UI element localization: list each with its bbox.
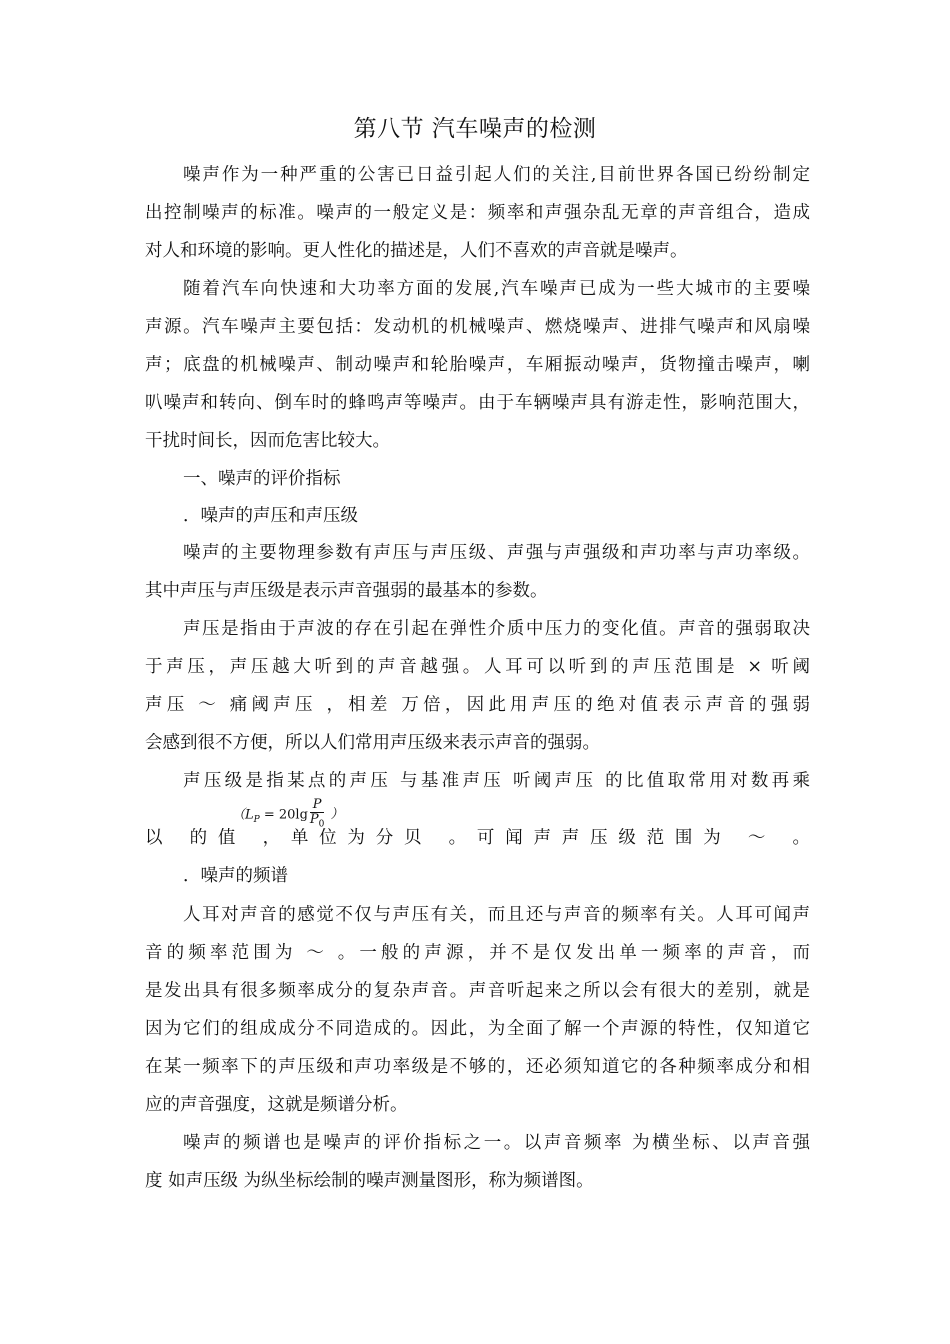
paragraph-line: 其中声压与声压级是表示声音强弱的最基本的参数。 — [145, 581, 548, 601]
paragraph-line: 度 如声压级 为纵坐标绘制的噪声测量图形，称为频谱图。 — [145, 1171, 594, 1191]
paragraph-line: 噪声作为一种严重的公害已日益引起人们的关注,目前世界各国已纷纷制定 — [183, 165, 810, 185]
paragraph-line: 噪声的主要物理参数有声压与声压级、声强与声强级和声功率与声功率级。 — [183, 543, 810, 563]
paragraph-line: 声压级是指某点的声压 与基准声压 听阈声压 的比值取常用对数再乘 — [183, 771, 810, 791]
paragraph-line: 声压 ～ 痛阈声压 ，相差 万倍，因此用声压的绝对值表示声音的强弱 — [145, 695, 810, 715]
sound-pressure-level-formula: （$L_P = 20\lg$ $\frac{P}{P_0}$ ） — [232, 797, 344, 830]
paragraph-line: 以 的值 ，单位为分贝 。可闻声声压级范围为 ～ 。 — [145, 828, 810, 848]
paragraph-line: 因为它们的组成成分不同造成的。因此，为全面了解一个声源的特性，仅知道它 — [145, 1019, 810, 1039]
paragraph-line: 在某一频率下的声压级和声功率级是不够的，还必须知道它的各种频率成分和相 — [145, 1057, 810, 1077]
heading-sound-pressure: ．噪声的声压和声压级 — [183, 506, 358, 526]
paragraph-line: 应的声音强度，这就是频谱分析。 — [145, 1095, 408, 1115]
paragraph-line: 随着汽车向快速和大功率方面的发展,汽车噪声已成为一些大城市的主要噪 — [183, 279, 810, 299]
paragraph-line: 会感到很不方便，所以人们常用声压级来表示声音的强弱。 — [145, 733, 600, 753]
heading-noise-spectrum: ．噪声的频谱 — [183, 866, 288, 886]
paragraph-line: 出控制噪声的标准。噪声的一般定义是：频率和声强杂乱无章的声音组合，造成 — [145, 203, 810, 223]
formula-fraction: $\frac{P}{P_0}$ — [309, 797, 325, 830]
paragraph-line: 干扰时间长，因而危害比较大。 — [145, 431, 390, 451]
paragraph-line: 音的频率范围为 ～ 。一般的声源，并不是仅发出单一频率的声音，而 — [145, 943, 810, 963]
paragraph-line: 声源。汽车噪声主要包括：发动机的机械噪声、燃烧噪声、进排气噪声和风扇噪 — [145, 317, 810, 337]
paragraph-line: 于声压，声压越大听到的声音越强。人耳可以听到的声压范围是 × 听阈 — [145, 657, 810, 677]
paragraph-line: 人耳对声音的感觉不仅与声压有关，而且还与声音的频率有关。人耳可闻声 — [183, 905, 810, 925]
paragraph-line: 叭噪声和转向、倒车时的蜂鸣声等噪声。由于车辆噪声具有游走性，影响范围大， — [145, 393, 810, 413]
paragraph-line: 对人和环境的影响。更人性化的描述是，人们不喜欢的声音就是噪声。 — [145, 241, 688, 261]
paragraph-line: 声压是指由于声波的存在引起在弹性介质中压力的变化值。声音的强弱取决 — [183, 619, 810, 639]
heading-evaluation-index: 一、噪声的评价指标 — [183, 469, 341, 489]
paragraph-line: 声；底盘的机械噪声、制动噪声和轮胎噪声，车厢振动噪声，货物撞击噪声，喇 — [145, 355, 810, 375]
section-title: 第八节 汽车噪声的检测 — [353, 116, 597, 142]
paragraph-line: 是发出具有很多频率成分的复杂声音。声音听起来之所以会有很大的差别，就是 — [145, 981, 810, 1001]
paragraph-line: 噪声的频谱也是噪声的评价指标之一。以声音频率 为横坐标、以声音强 — [183, 1133, 810, 1153]
